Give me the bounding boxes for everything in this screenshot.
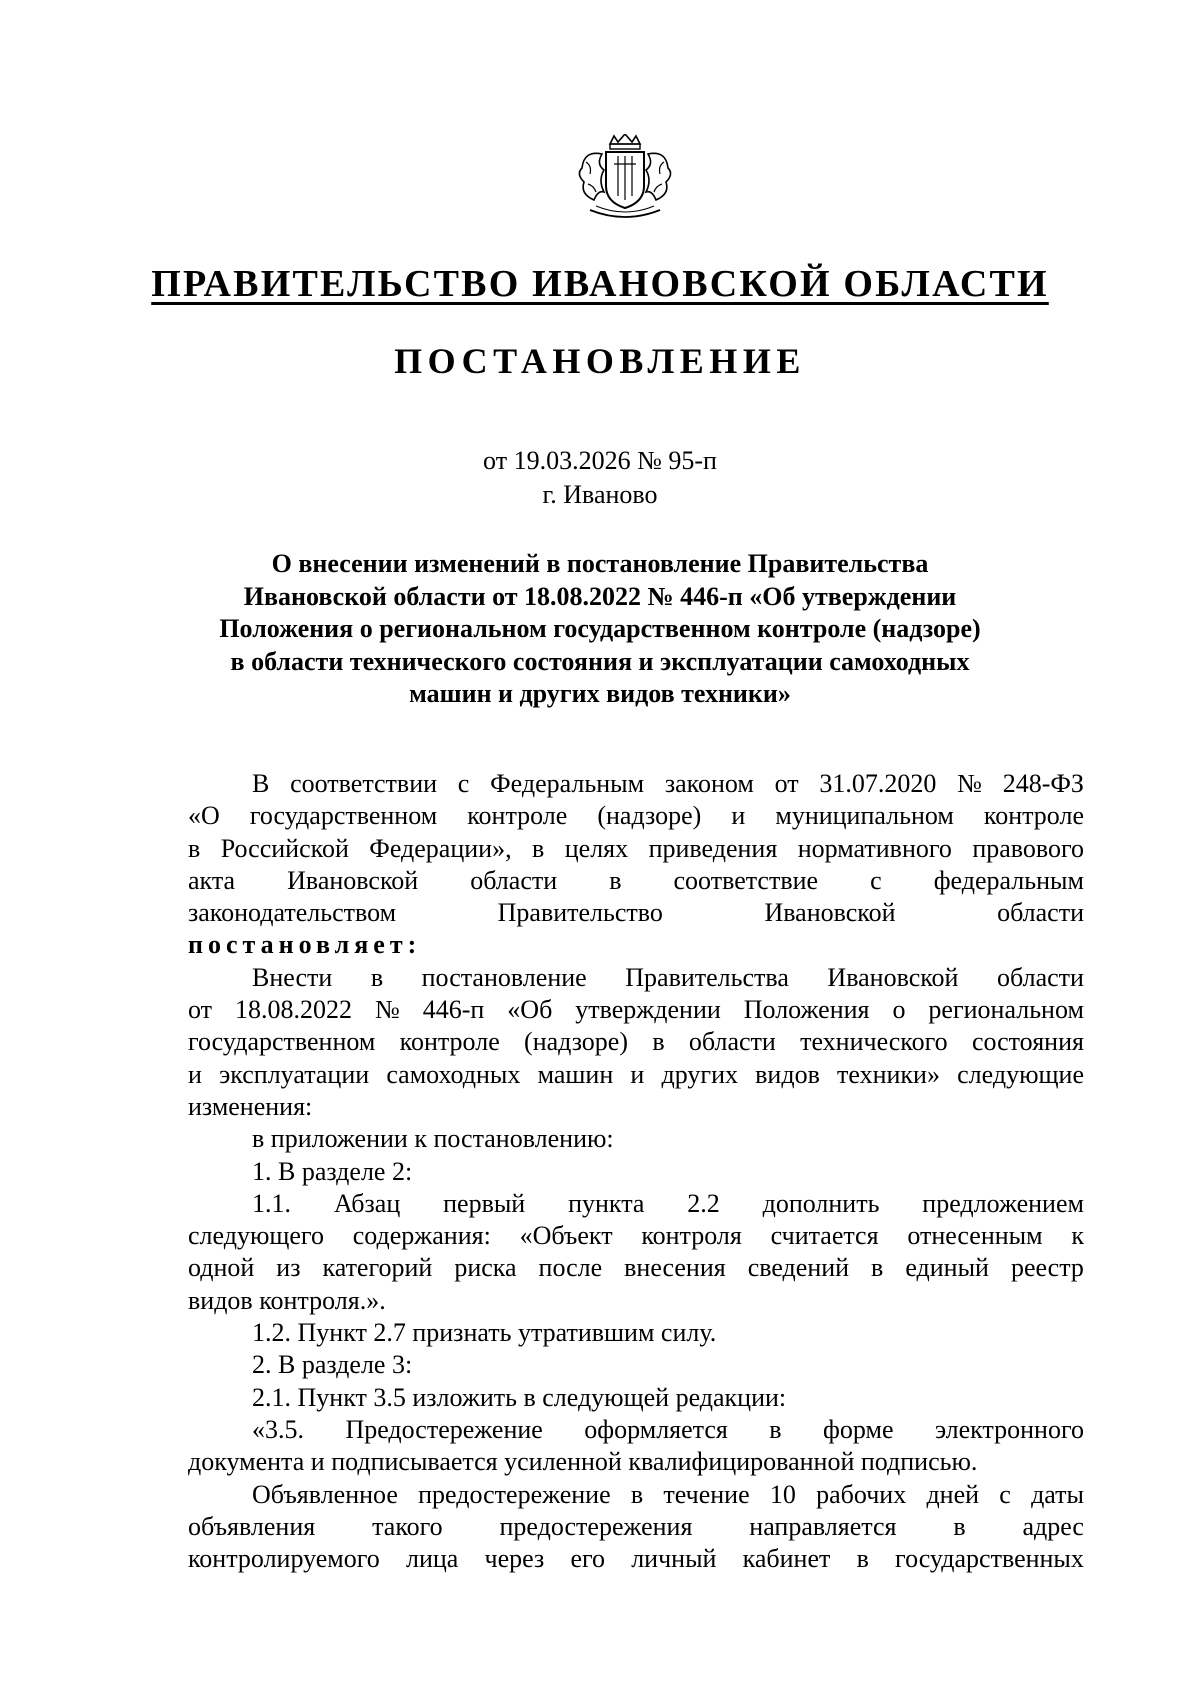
warning-line (188, 1543, 1084, 1575)
word: «О (188, 801, 220, 831)
word: области (997, 898, 1084, 928)
word: объявления (188, 1511, 316, 1541)
word: Федеральным (490, 769, 645, 798)
word: приведения (648, 833, 778, 863)
item-1-2: 1.2. Пункт 2.7 признать утратившим силу. (252, 1318, 717, 1348)
word: в (609, 865, 622, 895)
word: такого (372, 1511, 443, 1541)
word: Ивановской (287, 865, 419, 895)
word: считается (770, 1221, 879, 1251)
word: о (892, 995, 906, 1025)
word: внесения (624, 1253, 726, 1283)
word: государственном (249, 801, 438, 831)
warning-line (188, 1479, 1084, 1511)
word: предложением (922, 1188, 1084, 1218)
word: его (570, 1544, 605, 1574)
word: в (871, 1253, 884, 1283)
word: пункта (568, 1188, 645, 1218)
item-3-5-line: документа и подписывается усиленной квалифицированной подписью. (188, 1447, 978, 1477)
word: содержания: (352, 1221, 491, 1251)
word: в (532, 833, 545, 863)
word: кабинет (742, 1544, 831, 1574)
word: с (870, 865, 882, 895)
word: следующего (188, 1221, 324, 1251)
preamble-line (188, 865, 1084, 897)
word: к (1071, 1221, 1084, 1251)
word: контролируемого (188, 1544, 380, 1574)
word: самоходных (386, 1059, 521, 1089)
word: Федерации», (369, 833, 512, 863)
word: соответствии (290, 769, 438, 798)
word: реестр (1010, 1253, 1084, 1283)
document-title (180, 548, 1020, 711)
word: федеральным (933, 865, 1084, 895)
warning-line (188, 1511, 1084, 1543)
word: области (470, 865, 558, 895)
word: предостережение (418, 1479, 611, 1509)
intro-line (188, 962, 1084, 994)
item-1-1-line (188, 1252, 1084, 1284)
preamble-line (188, 833, 1084, 865)
word: Правительство (497, 898, 663, 928)
word: законодательством (188, 898, 397, 928)
word: в (769, 1414, 782, 1444)
preamble-line (188, 768, 1084, 800)
word: адрес (1022, 1511, 1084, 1541)
word: «Об (507, 995, 553, 1025)
word: направляется (749, 1511, 897, 1541)
word: правового (972, 833, 1084, 863)
word: (надзоре) (524, 1027, 629, 1057)
word: из (276, 1253, 301, 1283)
word: состояния (971, 1027, 1084, 1057)
appendix-line: в приложении к постановлению: (252, 1124, 614, 1154)
title-line: Положения о региональном государственном контроле (надзоре) (219, 614, 981, 643)
preamble-line (188, 800, 1084, 832)
word: через (484, 1544, 545, 1574)
section-2-heading: 1. В разделе 2: (252, 1156, 413, 1186)
word: нормативного (797, 833, 952, 863)
word: 1.1. (252, 1188, 291, 1218)
word: отнесенным (907, 1221, 1043, 1251)
word: Предостережение (345, 1414, 543, 1444)
item-2-1: 2.1. Пункт 3.5 изложить в следующей редакции: (252, 1382, 787, 1412)
document-type: ПОСТАНОВЛЕНИЕ (394, 341, 806, 381)
word: в (370, 962, 384, 992)
word: видов (755, 1059, 820, 1089)
word: от (774, 769, 799, 798)
word: региональном (928, 995, 1084, 1025)
word: 31.07.2020 (819, 769, 937, 798)
resolves-word: постановляет: (188, 930, 422, 960)
word: в (652, 1027, 665, 1057)
word: оформляется (584, 1414, 728, 1444)
word: целях (564, 833, 629, 863)
word: области (688, 1027, 776, 1057)
word: Ивановской (827, 962, 959, 992)
word: № (957, 769, 982, 798)
word: течение (663, 1479, 750, 1509)
word: следующие (957, 1059, 1084, 1089)
word: риска (454, 1253, 517, 1283)
word: даты (1031, 1479, 1084, 1509)
word: предостережения (499, 1511, 693, 1541)
word: с (999, 1479, 1011, 1509)
word: контроля (641, 1221, 742, 1251)
word: в (630, 1479, 644, 1509)
item-3-5-line (188, 1414, 1084, 1446)
word: Объявленное (252, 1479, 398, 1509)
word: 248-ФЗ (1002, 769, 1084, 798)
section-3-heading: 2. В разделе 3: (252, 1350, 413, 1380)
word: техники» (837, 1059, 940, 1089)
word: соответствие (673, 865, 819, 895)
word: дней (926, 1479, 980, 1509)
word: Правительства (625, 962, 789, 992)
government-title: ПРАВИТЕЛЬСТВО ИВАНОВСКОЙ ОБЛАСТИ (151, 263, 1049, 305)
document-date-number: от 19.03.2026 № 95-п (483, 446, 717, 475)
word: лица (405, 1544, 459, 1574)
word: Положения (743, 995, 870, 1025)
word: от (188, 995, 213, 1025)
item-1-1-line (188, 1220, 1084, 1252)
word: после (538, 1253, 603, 1283)
word: области (997, 962, 1084, 992)
title-line: машин и других видов техники» (409, 679, 791, 708)
word: контроле (983, 801, 1084, 831)
word: 2.2 (687, 1188, 720, 1218)
word: 18.08.2022 (235, 995, 352, 1025)
word: муниципальном (775, 801, 954, 831)
word: «3.5. (252, 1414, 304, 1444)
word: 446-п (422, 995, 485, 1025)
word: сведений (747, 1253, 850, 1283)
preamble-line (188, 897, 1084, 929)
word: В (252, 769, 270, 798)
word: контроле (467, 801, 568, 831)
word: и (731, 801, 746, 831)
intro-line (188, 1059, 1084, 1091)
word: первый (443, 1188, 526, 1218)
document-city: г. Иваново (542, 480, 658, 509)
word: № (374, 995, 400, 1025)
word: с (457, 769, 470, 798)
word: государственных (895, 1544, 1084, 1574)
word: личный (631, 1544, 717, 1574)
document-body (188, 768, 1084, 1575)
word: утверждении (575, 995, 721, 1025)
word: категорий (322, 1253, 433, 1283)
intro-line (188, 1026, 1084, 1058)
word: в (188, 833, 201, 863)
word: эксплуатации (219, 1059, 370, 1089)
word: машин (537, 1059, 614, 1089)
word: контроле (399, 1027, 500, 1057)
word: единый (905, 1253, 989, 1283)
word: Российской (220, 833, 349, 863)
word: «Объект (519, 1221, 613, 1251)
title-line: Ивановской области от 18.08.2022 № 446-п «Об утверждении (243, 581, 957, 611)
word: технического (800, 1027, 948, 1057)
intro-line: изменения: (188, 1091, 313, 1121)
word: в (953, 1511, 966, 1541)
word: Абзац (333, 1188, 401, 1218)
item-1-1-line (188, 1188, 1084, 1220)
title-line: в области технического состояния и эксплуатации самоходных (230, 646, 970, 676)
word: постановление (421, 962, 587, 992)
word: рабочих (816, 1479, 907, 1509)
word: электронного (934, 1414, 1084, 1444)
word: (надзоре) (597, 801, 702, 831)
word: форме (823, 1414, 894, 1444)
word: Внести (252, 962, 333, 992)
title-line: О внесении изменений в постановление Правительства (271, 549, 929, 578)
word: и (188, 1059, 202, 1089)
intro-line (188, 994, 1084, 1026)
word: в (856, 1544, 869, 1574)
word: и (630, 1059, 645, 1089)
item-1-1-line: видов контроля.». (188, 1285, 386, 1315)
word: других (661, 1059, 738, 1089)
word: законом (664, 769, 754, 798)
word: акта (188, 865, 236, 895)
word: 10 (769, 1479, 796, 1509)
word: одной (188, 1253, 255, 1283)
word: Ивановской (764, 898, 896, 928)
ivanovo-coat-of-arms-icon (562, 134, 688, 224)
word: государственном (188, 1027, 376, 1057)
word: дополнить (762, 1188, 880, 1218)
